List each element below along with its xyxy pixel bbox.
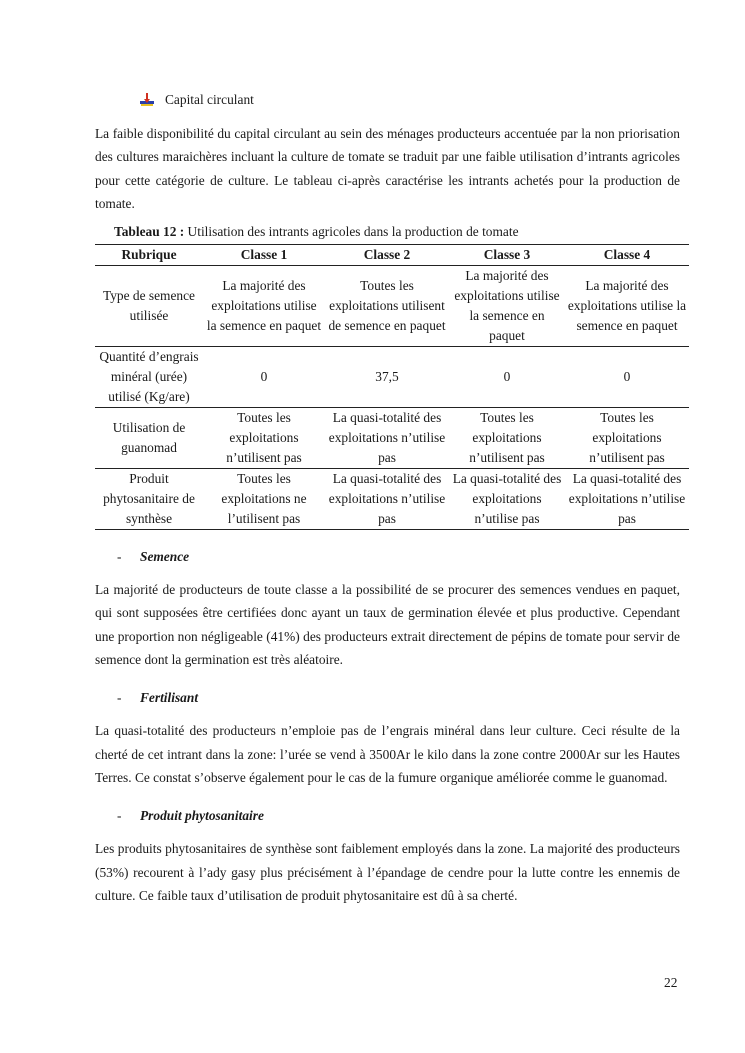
table-cell: 0 xyxy=(203,347,325,408)
table-cell: 0 xyxy=(449,347,565,408)
dash-bullet: - xyxy=(117,808,122,824)
table-cell: 0 xyxy=(565,347,689,408)
table-row xyxy=(95,347,689,408)
table-cell: Toutes les exploitations n’utilisent pas xyxy=(565,408,689,469)
table-cell: Toutes les exploitations utilisent de semence en paquet xyxy=(325,266,449,347)
table-header-cell: Rubrique xyxy=(95,245,203,266)
paragraph-fertilisant: La quasi-totalité des producteurs n’emploie pas de l’engrais minéral dans leur culture. Ceci résulte de la cherté de cet intrant dans la zone: l’urée se vend à 3500Ar le kilo dans la zone contre 2000Ar sur les Hautes Terres. Ce constat s’observe également pour le cas de la fumure organique améliorée comme le guanomad. xyxy=(95,723,680,785)
subsection-heading-semence xyxy=(95,546,680,568)
table-cell: Toutes les exploitations n’utilisent pas xyxy=(449,408,565,469)
table-caption-text: Utilisation des intrants agricoles dans la production de tomate xyxy=(184,224,519,240)
subsection-title: Fertilisant xyxy=(140,690,199,706)
bullet-arrow-icon xyxy=(140,93,154,107)
table-cell: La quasi-totalité des exploitations n’utilise pas xyxy=(565,469,689,530)
paragraph-semence: La majorité de producteurs de toute classe a la possibilité de se procurer des semences vendues en paquet, qui sont supposées être certifiées donc ayant un taux de germination élevée et plus productive. Cependant une proportion non négligeable (41%) des producteurs extrait directement de pépins de tomate pour servir de semence dont la germination est très aléatoire. xyxy=(95,582,680,668)
table-cell: La majorité des exploitations utilise la semence en paquet xyxy=(449,266,565,347)
table-header-cell: Classe 4 xyxy=(565,245,689,266)
subsection-title: Semence xyxy=(140,549,190,565)
table-cell: Type de semence utilisée xyxy=(95,266,203,347)
subsection-heading-phyto xyxy=(95,805,680,827)
table-cell: Toutes les exploitations n’utilisent pas xyxy=(203,408,325,469)
table-cell: Toutes les exploitations ne l’utilisent pas xyxy=(203,469,325,530)
table-cell: 37,5 xyxy=(325,347,449,408)
table-header-cell: Classe 2 xyxy=(325,245,449,266)
section-heading-capital xyxy=(95,88,680,114)
section-heading-text: Capital circulant xyxy=(165,92,254,107)
table-caption-label: Tableau 12 : xyxy=(114,224,185,240)
table-cell: Produit phytosanitaire de synthèse xyxy=(95,469,203,530)
table-row xyxy=(95,469,689,530)
table-header-row xyxy=(95,245,689,266)
intro-paragraph: La faible disponibilité du capital circulant au sein des ménages producteurs accentuée par la non priorisation des cultures maraichères incluant la culture de tomate se traduit par une faible utilisation d’intrants agricoles pour cette catégorie de culture. Le tableau ci-après caractérise les intrants achetés pour la production de tomate. xyxy=(95,126,680,211)
inputs-table xyxy=(95,244,689,530)
paragraph-phyto: Les produits phytosanitaires de synthèse sont faiblement employés dans la zone. La majorité des producteurs (53%) recourent à l’ady gasy plus précisément à l’épandage de cendre pour la lutte contre les ennemis de culture. Ce faible taux d’utilisation de produit phytosanitaire est dû à sa cherté. xyxy=(95,841,680,903)
table-header-cell: Classe 1 xyxy=(203,245,325,266)
dash-bullet: - xyxy=(117,690,122,706)
subsection-title: Produit phytosanitaire xyxy=(140,808,264,824)
table-caption xyxy=(114,222,680,242)
table-cell: La quasi-totalité des exploitations n’utilise pas xyxy=(325,408,449,469)
table-cell: La majorité des exploitations utilise la semence en paquet xyxy=(203,266,325,347)
table-cell: Quantité d’engrais minéral (urée) utilisé (Kg/are) xyxy=(95,347,203,408)
table-cell: La majorité des exploitations utilise la semence en paquet xyxy=(565,266,689,347)
table-row xyxy=(95,266,689,347)
table-cell: La quasi-totalité des exploitations n’utilise pas xyxy=(449,469,565,530)
document-page xyxy=(95,88,687,907)
table-cell: La quasi-totalité des exploitations n’utilise pas xyxy=(325,469,449,530)
table-row xyxy=(95,408,689,469)
table-cell: Utilisation de guanomad xyxy=(95,408,203,469)
page-number: 22 xyxy=(664,975,678,990)
dash-bullet: - xyxy=(117,549,122,565)
table-header-cell: Classe 3 xyxy=(449,245,565,266)
subsection-heading-fertilisant xyxy=(95,687,680,709)
